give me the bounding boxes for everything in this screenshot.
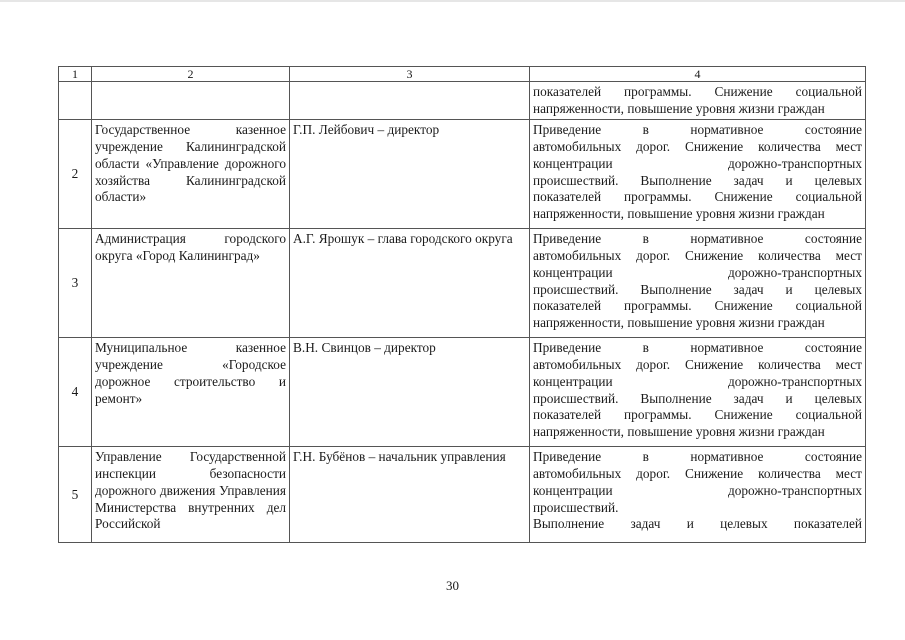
goal-line: автомобильных дорог. Снижение количества мест xyxy=(533,139,862,155)
organization-cell: Администрация городского округа «Город Калининград» xyxy=(92,229,290,338)
goal-line: концентрации дорожно-транспортных xyxy=(533,264,862,280)
header-col-3: 3 xyxy=(290,67,530,82)
goal-line: напряженности, повышение уровня жизни граждан xyxy=(533,205,825,221)
goal-line: напряженности, повышение уровня жизни граждан xyxy=(533,423,825,439)
continuation-row xyxy=(59,82,866,120)
head-cell: В.Н. Свинцов – директор xyxy=(290,338,530,447)
goal-line: показателей программы. Снижение социальной xyxy=(533,298,862,314)
header-col-1: 1 xyxy=(59,67,92,82)
goal-line: Приведение в нормативное состояние xyxy=(533,340,862,356)
goal-line: напряженности, повышение уровня жизни граждан xyxy=(533,314,825,330)
head-cell: Г.Н. Бубёнов – начальник управления xyxy=(290,447,530,543)
table-row xyxy=(59,120,866,229)
goal-cell xyxy=(530,120,866,229)
goal-cell xyxy=(530,338,866,447)
goal-line: происшествий. Выполнение задач и целевых xyxy=(533,172,862,188)
table-row xyxy=(59,338,866,447)
header-col-4: 4 xyxy=(530,67,866,82)
goal-line: Приведение в нормативное состояние xyxy=(533,231,862,247)
goal-line: Выполнение задач и целевых показателей xyxy=(533,516,862,532)
goal-line: происшествий. Выполнение задач и целевых xyxy=(533,390,862,406)
goal-line: автомобильных дорог. Снижение количества мест xyxy=(533,248,862,264)
goal-line: автомобильных дорог. Снижение количества мест xyxy=(533,466,862,482)
table-row xyxy=(59,447,866,543)
header-col-2: 2 xyxy=(92,67,290,82)
goal-cell xyxy=(530,447,866,543)
responsibility-table xyxy=(58,66,866,543)
goal-line: автомобильных дорог. Снижение количества мест xyxy=(533,357,862,373)
goal-line: концентрации дорожно-транспортных xyxy=(533,155,862,171)
row-number: 3 xyxy=(59,229,92,338)
table-header-row xyxy=(59,67,866,82)
goal-line: Приведение в нормативное состояние xyxy=(533,449,862,465)
goal-line: происшествий. Выполнение задач и целевых xyxy=(533,281,862,297)
goal-line: концентрации дорожно-транспортных xyxy=(533,373,862,389)
goal-cell xyxy=(530,229,866,338)
goal-line: показателей программы. Снижение социальной xyxy=(533,407,862,423)
page-top-edge xyxy=(0,0,905,2)
organization-cell: Государственное казенное учреждение Калининградской области «Управление дорожного хозяйства Калининградской области» xyxy=(92,120,290,229)
goal-line: показателей программы. Снижение социальной xyxy=(533,84,862,99)
empty-cell xyxy=(59,82,92,120)
goal-line: показателей программы. Снижение социальной xyxy=(533,189,862,205)
head-cell: Г.П. Лейбович – директор xyxy=(290,120,530,229)
organization-cell: Управление Государственной инспекции безопасности дорожного движения Управления Министерства внутренних дел Российской xyxy=(92,447,290,543)
row-number: 2 xyxy=(59,120,92,229)
goal-line: концентрации дорожно-транспортных xyxy=(533,482,862,498)
row-number: 4 xyxy=(59,338,92,447)
table-row xyxy=(59,229,866,338)
organization-cell: Муниципальное казенное учреждение «Городское дорожное строительство и ремонт» xyxy=(92,338,290,447)
empty-cell xyxy=(290,82,530,120)
empty-cell xyxy=(92,82,290,120)
goal-cell xyxy=(530,82,866,120)
head-cell: А.Г. Ярошук – глава городского округа xyxy=(290,229,530,338)
goal-line: происшествий. xyxy=(533,499,619,515)
goal-line: напряженности, повышение уровня жизни граждан xyxy=(533,100,825,116)
goal-line: Приведение в нормативное состояние xyxy=(533,122,862,138)
page-number: 30 xyxy=(446,578,459,593)
row-number: 5 xyxy=(59,447,92,543)
